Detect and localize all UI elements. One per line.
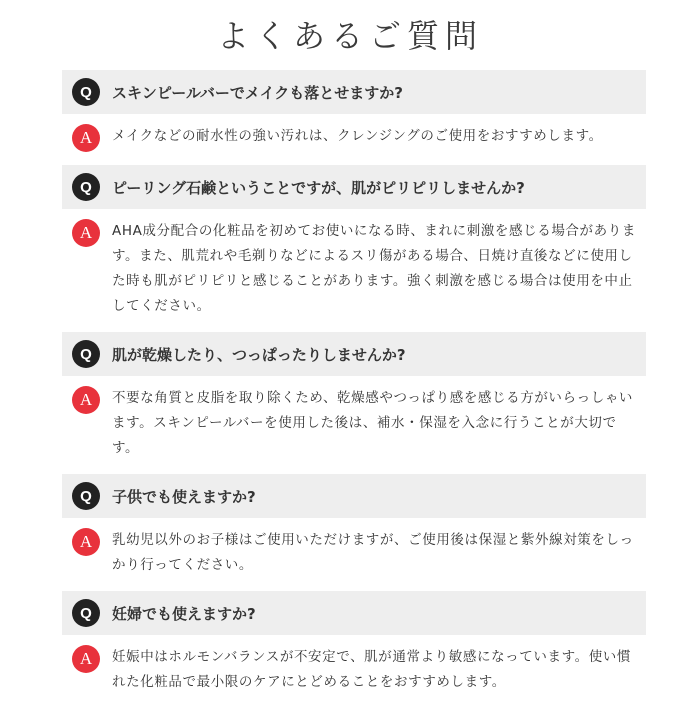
question-row[interactable] — [62, 165, 646, 209]
answer-badge-icon: A — [72, 124, 100, 152]
question-row[interactable] — [62, 591, 646, 635]
answer-text: 妊娠中はホルモンバランスが不安定で、肌が通常より敏感になっています。使い慣れた化粧品で最小限のケアにとどめることをおすすめします。 — [112, 649, 631, 690]
answer-row — [62, 518, 646, 591]
question-row[interactable] — [62, 474, 646, 518]
faq-item — [62, 165, 646, 332]
question-badge-icon: Q — [72, 599, 100, 627]
answer-text: 不要な角質と皮脂を取り除くため、乾燥感やつっぱり感を感じる方がいらっしゃいます。スキンピールバーを使用した後は、補水・保湿を入念に行うことが大切です。 — [112, 390, 634, 456]
answer-text: AHA成分配合の化粧品を初めてお使いになる時、まれに刺激を感じる場合があります。また、肌荒れや毛剃りなどによるスリ傷がある場合、日焼け直後などに使用した時も肌がピリピリと感じることがあります。強く刺激を感じる場合は使用を中止してください。 — [112, 223, 636, 314]
question-badge-icon: Q — [72, 340, 100, 368]
page-title: よくあるご質問 — [216, 17, 483, 55]
faq-item — [62, 591, 646, 708]
faq-item — [62, 474, 646, 591]
question-text: スキンピールバーでメイクも落とせますか? — [112, 83, 404, 102]
question-badge-icon: Q — [72, 482, 100, 510]
answer-badge-icon: A — [72, 645, 100, 673]
answer-row — [62, 114, 646, 165]
question-badge-icon: Q — [72, 173, 100, 201]
answer-row — [62, 376, 646, 474]
answer-row — [62, 635, 646, 708]
answer-row — [62, 209, 646, 332]
question-text: 肌が乾燥したり、つっぱったりしませんか? — [112, 345, 406, 364]
question-badge-icon: Q — [72, 78, 100, 106]
question-text: ピーリング石鹸ということですが、肌がピリピリしませんか? — [112, 178, 525, 197]
answer-badge-icon: A — [72, 219, 100, 247]
answer-badge-icon: A — [72, 528, 100, 556]
question-row[interactable] — [62, 70, 646, 114]
answer-text: 乳幼児以外のお子様はご使用いただけますが、ご使用後は保湿と紫外線対策をしっかり行ってください。 — [112, 532, 634, 573]
faq-item — [62, 332, 646, 474]
answer-text: メイクなどの耐水性の強い汚れは、クレンジングのご使用をおすすめします。 — [112, 128, 603, 144]
question-text: 子供でも使えますか? — [112, 487, 256, 506]
faq-item — [62, 70, 646, 165]
faq-list — [62, 70, 646, 708]
question-row[interactable] — [62, 332, 646, 376]
answer-badge-icon: A — [72, 386, 100, 414]
question-text: 妊婦でも使えますか? — [112, 604, 256, 623]
